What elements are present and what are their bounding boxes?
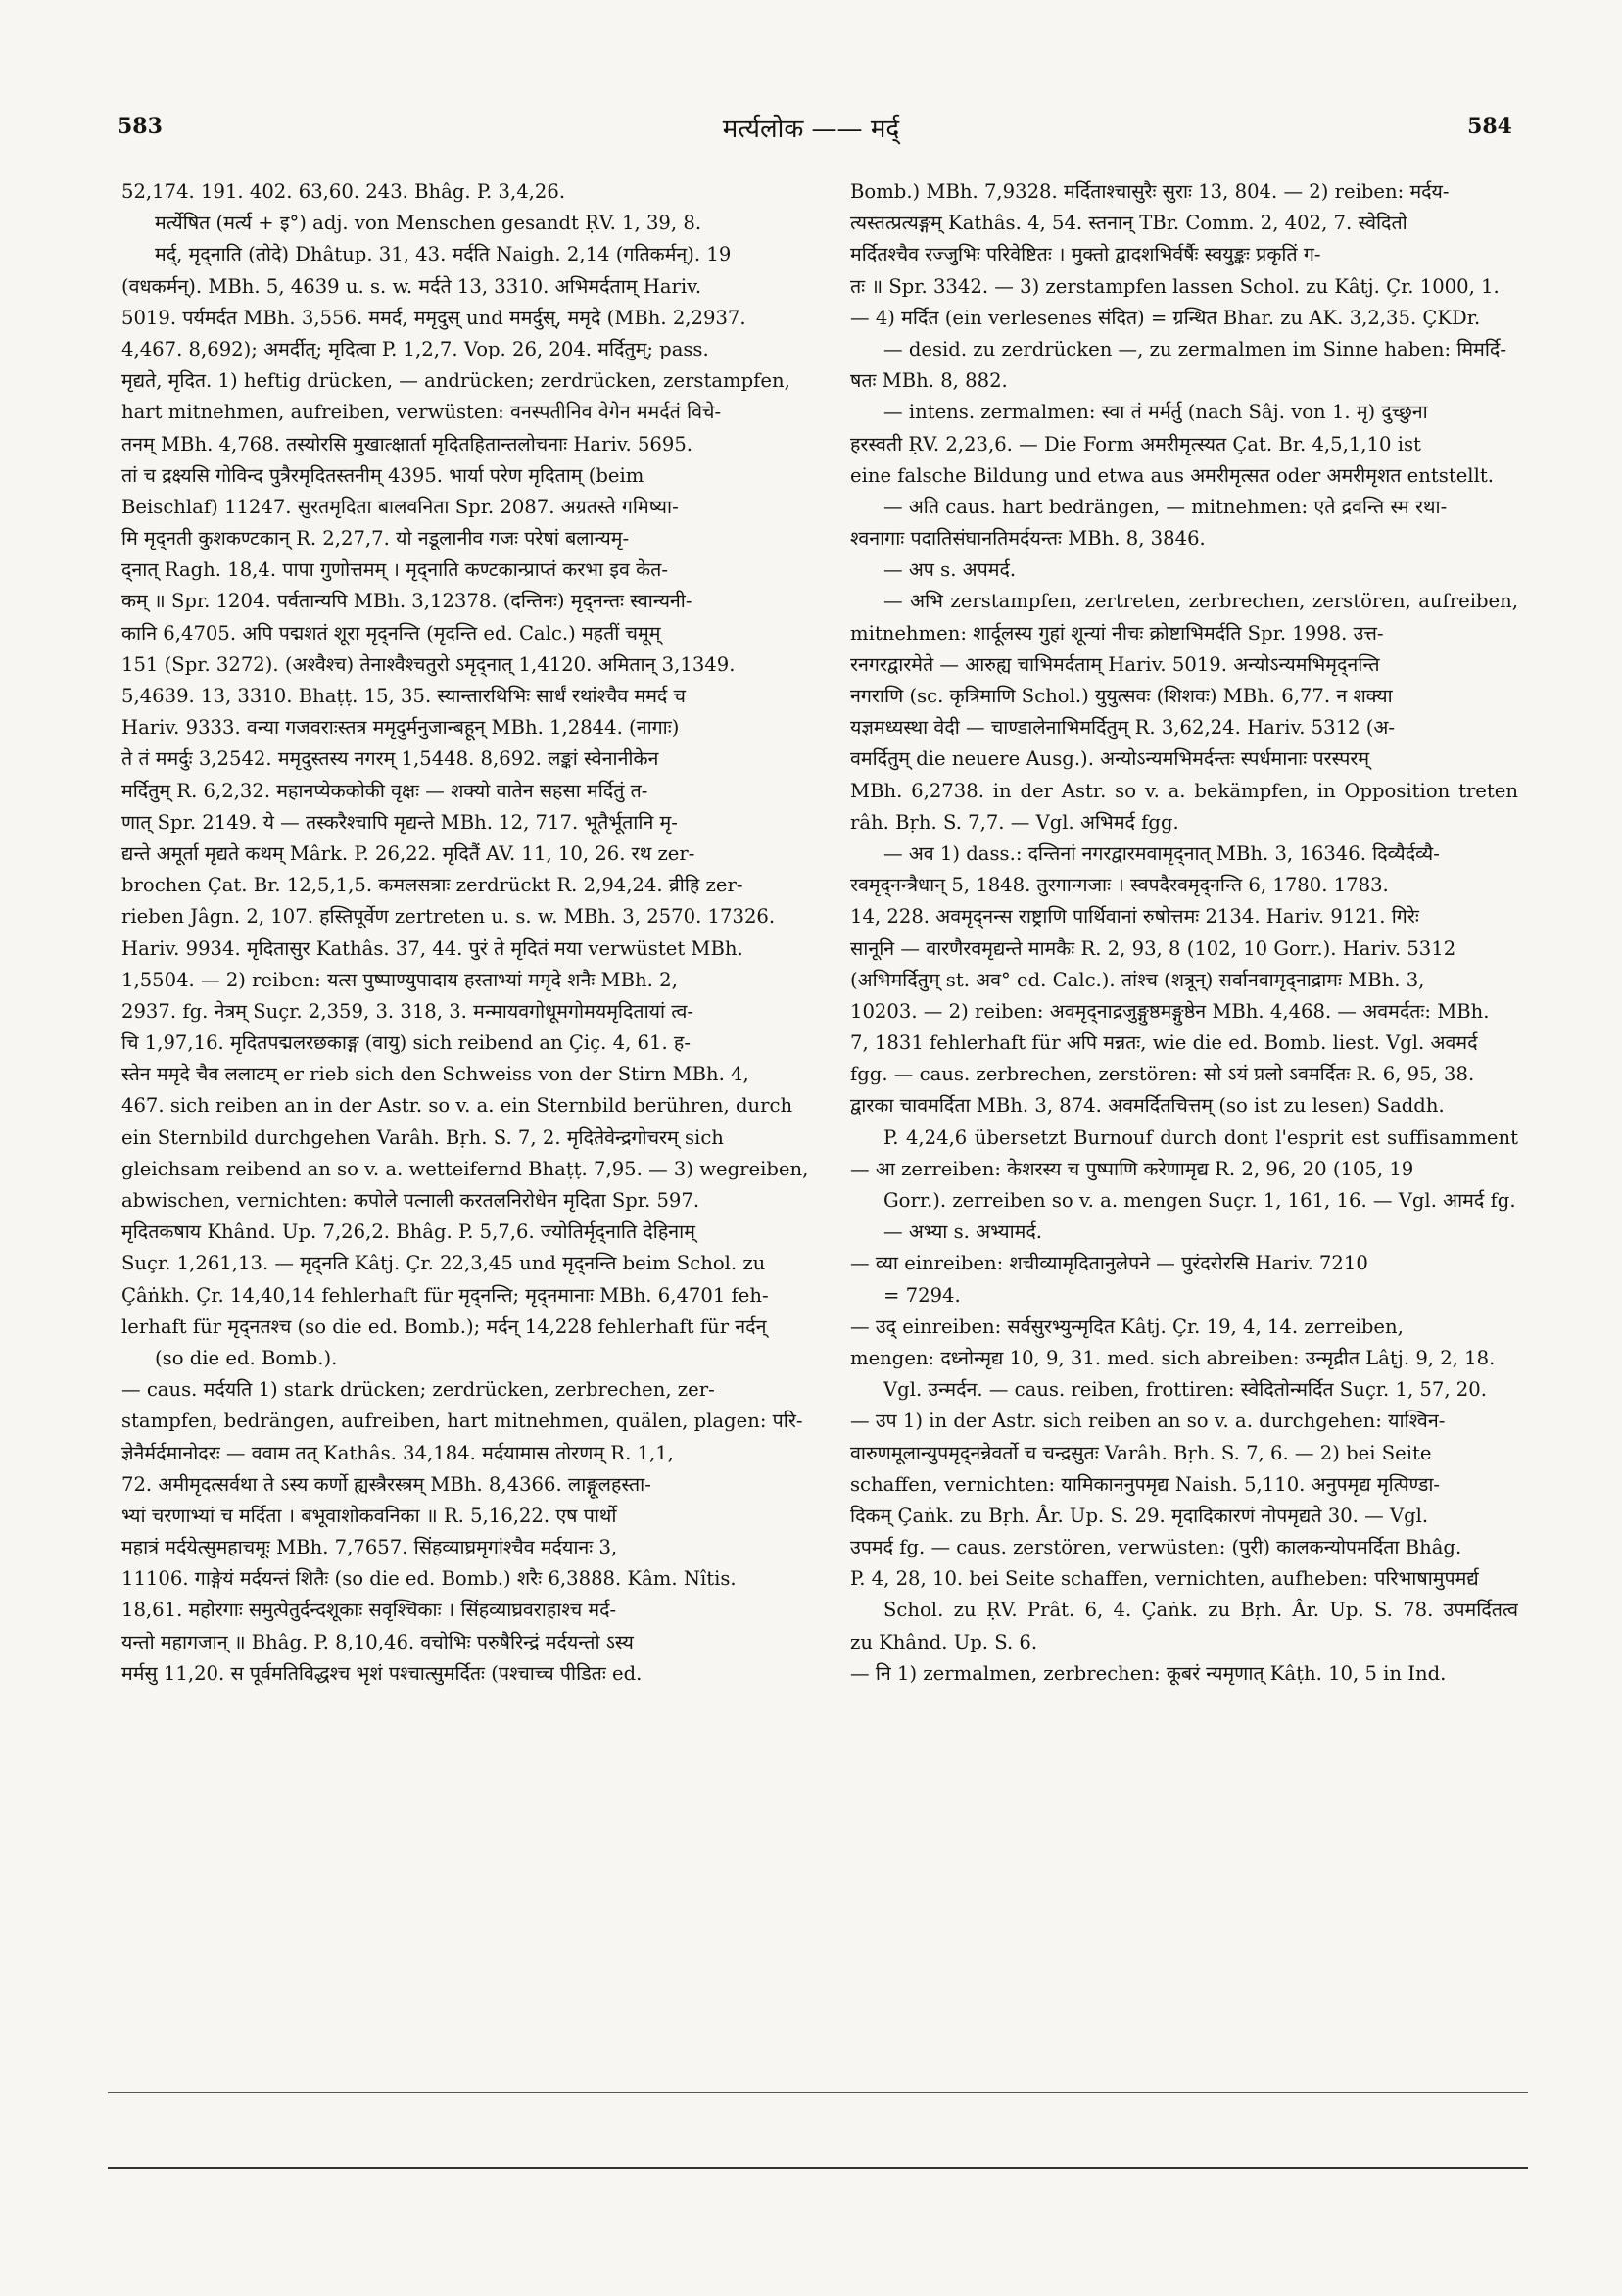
text-line: Bomb.) MBh. 7,9328. मर्दिताश्चासुरैः सुराः 13, 804. — 2) reiben: मर्दय- [850,180,1450,203]
text-line: 5,4639. 13, 3310. Bhaṭṭ. 15, 35. स्यान्तारथिभिः सार्धं रथांश्चैव ममर्द च [121,685,686,707]
page-header [0,110,1622,149]
text-line: वारुणमूलान्युपमृद्नन्नेवर्तो च चन्द्रसुतः Varâh. Bṛh. S. 7, 6. — 2) bei Seite [850,1441,1432,1464]
text-line: षतः MBh. 8, 882. [850,369,1008,393]
text-line: 4,467. 8,692); अमर्दीत्; मृदित्वा P. 1,2,7. Vop. 26, 204. मर्दितुम्; pass. [121,337,709,360]
page-number-right: 584 [1467,114,1512,139]
text-line: मि मृद्नती कुशकण्टकान् R. 2,27,7. यो नडूलानीव गजः परेषां बलान्यमृ- [121,527,630,550]
text-line: 1,5504. — 2) reiben: यत्स पुष्पाण्युपादाय हस्ताभ्यां ममृदे शनैः MBh. 2, [121,968,678,991]
text-line: मर्त्येषित (मर्त्य + इ°) adj. von Menschen gesandt ṚV. 1, 39, 8. [155,212,702,235]
text-line: — उप 1) in der Astr. sich reiben an so v. a. durchgehen: याश्विन- [850,1410,1446,1433]
text-line: fgg. — caus. zerbrechen, zerstören: सो ऽयं प्रलो ऽवमर्दितः R. 6, 95, 38. [850,1063,1475,1086]
text-line: Gorr.). zerreiben so v. a. mengen Suçr. 1, 161, 16. — Vgl. आमर्द fg. [883,1189,1516,1212]
running-head: मर्त्यलोक —— मर्द् [722,115,900,144]
text-line: rieben Jâgn. 2, 107. हस्तिपूर्वेण zertreten u. s. w. MBh. 3, 2570. 17326. [121,905,776,929]
text-line: — अभ्या s. अभ्यामर्द. [883,1220,1043,1244]
text-line: मर्दितुम् R. 6,2,32. महानप्येककोकी वृक्षः — शक्यो वातेन सहसा मर्दितुं त- [121,779,648,802]
text-line: त्यस्तत्प्रत्यङ्गम् Kathâs. 4, 54. स्तनान् TBr. Comm. 2, 402, 7. स्वेदितो [850,212,1407,235]
text-line: स्तेन ममृदे चैव ललाटम् er rieb sich den Schweiss von der Stirn MBh. 4, [121,1063,749,1086]
text-line: — उद् einreiben: सर्वसुरभ्युन्मृदित Kâtj. Çr. 19, 4, 14. zerreiben, [850,1315,1404,1338]
text-line: — intens. zermalmen: स्वा तं मर्मर्तु (nach Sâj. von 1. मृ) दुच्छुना [883,401,1428,424]
text-line: 5019. पर्यमर्दत MBh. 3,556. ममर्द, ममृदुस् und ममर्दुस्, ममृदे (MBh. 2,2937. [121,306,746,329]
text-line: — caus. मर्दयति 1) stark drücken; zerdrücken, zerbrechen, zer- [121,1378,715,1402]
text-line: तां च द्रक्ष्यसि गोविन्द पुत्रैरमृदितस्तनीम् 4395. भार्या परेण मृदिताम् (beim [121,463,644,487]
text-line: वमर्दितुम् die neuere Ausg.). अन्योऽन्यमभिमर्दन्तः स्पर्धमानाः परस्परम् [850,747,1370,771]
text-line: Suçr. 1,261,13. — मृद्नति Kâtj. Çr. 22,3,45 und मृद्नन्ति beim Schol. zu [121,1252,766,1275]
text-line: यन्तो महागजान् ॥ Bhâg. P. 8,10,46. वचोभिः परुषैरिन्द्रं मर्दयन्तो ऽस्य [121,1630,634,1653]
text-line: (अभिमर्दितुम् st. अव° ed. Calc.). तांश्च (शत्रून्) सर्वानवामृद्नाद्रामः MBh. 3, [850,968,1425,991]
text-line: सानूनि — वारणैरवमृद्यन्ते मामकैः R. 2, 93, 8 (102, 10 Gorr.). Hariv. 5312 [850,936,1456,960]
text-line: मर्मसु 11,20. स पूर्वमतिविद्धश्च भृशं पश्चात्सुमर्दितः (पश्चाच्च पीडितः ed. [121,1661,643,1685]
text-line: मर्द्, मृद्नाति (तोदे) Dhâtup. 31, 43. मर्दति Naigh. 2,14 (गतिकर्मन्). 19 [155,243,732,266]
text-line: lerhaft für मृद्नतश्च (so die ed. Bomb.); मर्दन् 14,228 fehlerhaft für नर्दन् [121,1315,767,1338]
left-column [121,176,835,1690]
text-line: schaffen, vernichten: यामिकाननुपमृद्य Naish. 5,110. अनुपमृद्य मृत्पिण्डा- [850,1472,1441,1496]
text-line: 7, 1831 fehlerhaft für अपि मन्नतः, wie die ed. Bomb. liest. Vgl. अवमर्द [850,1031,1478,1055]
text-line: zu Khând. Up. S. 6. [850,1630,1038,1653]
text-line: श्वनागाः पदातिसंघानतिमर्दयन्तः MBh. 8, 3846. [850,527,1206,550]
text-line: कानि 6,4705. अपि पद्मशतं शूरा मृद्नन्ति (मृदन्ति ed. Calc.) महतीं चमूम् [121,621,661,645]
text-line: — desid. zu zerdrücken —, zu zermalmen im Sinne haben: मिमर्दि- [883,337,1506,360]
text-line: P. 4, 28, 10. bei Seite schaffen, vernichten, aufheben: परिभाषामुपमर्द्य [850,1567,1479,1591]
text-line: MBh. 6,2738. in der Astr. so v. a. bekämpfen, in Opposition treten [850,779,1518,802]
text-line: मृदितकषाय Khând. Up. 7,26,2. Bhâg. P. 5,7,6. ज्योतिर्मृद्नाति देहिनाम् [121,1220,695,1244]
text-line: 11106. गाङ्गेयं मर्दयन्तं शितैः (so die ed. Bomb.) शरैः 6,3888. Kâm. Nîtis. [121,1567,737,1591]
text-line: तः ॥ Spr. 3342. — 3) zerstampfen lassen Schol. zu Kâtj. Çr. 1000, 1. [850,274,1500,298]
text-line: भ्यां चरणाभ्यां च मर्दिता । बभूवाशोकवनिका ॥ R. 5,16,22. एष पार्थो [121,1504,617,1527]
text-line: ते तं ममर्दुः 3,2542. ममृदुस्तस्य नगरम् 1,5448. 8,692. लङ्कां स्वेनानीकेन [121,747,659,771]
text-line: — नि 1) zermalmen, zerbrechen: कूबरं न्यमृणात् Kâṭh. 10, 5 in Ind. [850,1661,1447,1685]
text-line: 52,174. 191. 402. 63,60. 243. Bhâg. P. 3,4,26. [121,180,566,203]
text-line: दिकम् Çaṅk. zu Bṛh. Âr. Up. S. 29. मृदादिकारणं नोपमृद्यते 30. — Vgl. [850,1504,1429,1527]
text-line: मृद्यते, मृदित. 1) heftig drücken, — andrücken; zerdrücken, zerstampfen, [121,369,790,393]
text-line: द्वारका चावमर्दिता MBh. 3, 874. अवमर्दितचित्तम् (so ist zu lesen) Saddh. [850,1094,1445,1118]
text-line: मर्दितश्चैव रज्जुभिः परिवेष्टितः । मुक्तो द्वादशभिर्वर्षैः स्वयुङ्कः प्रकृतिं ग- [850,243,1321,266]
text-line: 10203. — 2) reiben: अवमृद्नाद्रजुङ्गुष्ठमङ्गुष्ठेन MBh. 4,468. — अवमर्दतः: MBh. [850,999,1490,1023]
text-line: ज्ञेनैर्मर्दमानोदरः — ववाम तत् Kathâs. 34,184. मर्दयामास तोरणम् R. 1,1, [121,1441,674,1464]
text-line: यज्ञमध्यस्था वेदी — चाण्डालेनाभिमर्दितुम् R. 3,62,24. Hariv. 5312 (अ- [850,716,1396,740]
text-line: 467. sich reiben an in der Astr. so v. a. ein Sternbild berühren, durch [121,1094,793,1118]
text-line: — 4) मर्दित (ein verlesenes संदित) = ग्रन्थित Bhar. zu AK. 3,2,35. ÇKDr. [850,306,1481,329]
text-line: — आ zerreiben: केशरस्य च पुष्पाणि करेणामृद्य R. 2, 96, 20 (105, 19 [850,1157,1414,1180]
text-line: abwischen, vernichten: कपोले पत्नाली करतलनिरोधेन मृदिता Spr. 597. [121,1189,700,1212]
text-line: 14, 228. अवमृद्नन्स राष्ट्राणि पार्थिवानां रुषोत्तमः 2134. Hariv. 9121. गिरेः [850,905,1419,929]
text-line: Hariv. 9934. मृदितासुर Kathâs. 37, 44. पुरं ते मृदितं मया verwüstet MBh. [121,936,743,960]
text-line: हरस्वती ṚV. 2,23,6. — Die Form अमरीमृत्स्यत Çat. Br. 4,5,1,10 ist [850,432,1421,455]
text-line: तनम् MBh. 4,768. तस्योरसि मुखात्क्षार्ता मृदितहितान्तलोचनाः Hariv. 5695. [121,432,693,455]
text-line: द्यन्ते अमूर्ता मृद्यते कथम् Mârk. P. 26,22. मृदितैं AV. 11, 10, 26. रथ zer- [121,841,695,865]
text-line: Hariv. 9333. वन्या गजवराःस्तत्र ममृदुर्मनुजान्बहून् MBh. 1,2844. (नागाः) [121,716,680,740]
text-line: (वधकर्मन्). MBh. 5, 4639 u. s. w. मर्दते 13, 3310. अभिमर्दताम् Hariv. [121,274,702,298]
text-line: Schol. zu ṚV. Prât. 6, 4. Çaṅk. zu Bṛh. Âr. Up. S. 78. उपमर्दितत्व [883,1599,1518,1622]
text-line: ein Sternbild durchgehen Varâh. Bṛh. S. 7, 2. मृदितेवेन्द्रगोचरम् sich [121,1125,724,1149]
text-line: (so die ed. Bomb.). [155,1346,338,1369]
text-line: eine falsche Bildung und etwa aus अमरीमृत्सत oder अमरीमृशत entstellt. [850,463,1494,487]
text-line: râh. Bṛh. S. 7,7. — Vgl. अभिमर्द fgg. [850,810,1179,834]
text-line: महात्रं मर्दयेत्सुमहाचमूः MBh. 7,7657. सिंहव्याघ्रमृगांश्चैव मर्दयानः 3, [121,1536,618,1559]
text-line: — अव 1) dass.: दन्तिनां नगरद्वारमवामृद्नात् MBh. 3, 16346. दिव्यैर्दव्यै- [883,841,1440,865]
text-line: brochen Çat. Br. 12,5,1,5. कमलसत्राः zerdrückt R. 2,94,24. व्रीहि zer- [121,874,743,897]
text-line: उपमर्द fg. — caus. zerstören, verwüsten: (पुरी) कालकन्योपमर्दिता Bhâg. [850,1536,1462,1559]
text-line: 72. अमीमृदत्सर्वथा ते ऽस्य कर्णो ह्यस्त्रैरस्त्रम् MBh. 8,4366. लाङ्गूलहस्ता- [121,1472,651,1496]
text-line: mengen: दध्नोन्मृद्य 10, 9, 31. med. sich abreiben: उन्मृद्रीत Lâṭj. 9, 2, 18. [850,1346,1496,1369]
text-line: — व्या einreiben: शचीव्यामृदितानुलेपने — पुरंदरोरसि Hariv. 7210 [850,1252,1368,1275]
text-line: चि 1,97,16. मृदितपद्मलरछकाङ्ग (वायु) sich reibend an Çiç. 4, 61. ह- [121,1031,691,1055]
text-line: Çâṅkh. Çr. 14,40,14 fehlerhaft für मृद्नन्ति; मृद्नमानाः MBh. 6,4701 feh- [121,1283,769,1307]
text-line: 18,61. महोरगाः समुत्पेतुर्दन्दशूकाः सवृश्चिकाः । सिंहव्याघ्रवराहाश्च मर्द- [121,1599,617,1622]
text-line: Vgl. उन्मर्दन. — caus. reiben, frottiren: स्वेदितोन्मर्दित Suçr. 1, 57, 20. [883,1378,1487,1402]
text-line: रनगरद्वारमेते — आरुह्य चाभिमर्दताम् Hariv. 5019. अन्योऽन्यमभिमृद्नन्ति [850,652,1380,676]
text-line: = 7294. [883,1283,961,1307]
footer-rule [108,2092,1528,2093]
footer-rule-bold [108,2167,1528,2169]
text-line: 151 (Spr. 3272). (अश्वैश्च) तेनाश्वैश्चतुरो ऽमृद्नात् 1,4120. अमितान् 3,1349. [121,652,736,676]
text-line: कम् ॥ Spr. 1204. पर्वतान्यपि MBh. 3,12378. (दन्तिनः) मृद्नन्तः स्वान्यनी- [121,590,692,613]
text-line: hart mitnehmen, aufreiben, verwüsten: वनस्पतीनिव वेगेन ममर्दतं विचे- [121,401,722,424]
text-line: P. 4,24,6 übersetzt Burnouf durch dont l'esprit est suffisamment [883,1125,1518,1149]
text-line: mitnehmen: शार्दूलस्य गुहां शून्यां नीचः क्रोष्टाभिमर्दति Spr. 1998. उत्त- [850,621,1384,645]
text-line: gleichsam reibend an so v. a. wetteifernd Bhaṭṭ. 7,95. — 3) wegreiben, [121,1157,809,1180]
text-line: Beischlaf) 11247. सुरतमृदिता बालवनिता Spr. 2087. अग्रतस्ते गमिष्या- [121,495,679,518]
text-line: — अप s. अपमर्द. [883,558,1017,582]
text-line: नगराणि (sc. कृत्रिमाणि Schol.) युयुत्सवः (शिशवः) MBh. 6,77. न शक्या [850,685,1393,707]
text-line: रवमृद्नन्त्रैधान् 5, 1848. तुरगान्गजाः । स्वपदैरवमृद्नन्ति 6, 1780. 1783. [850,874,1389,897]
text-line: stampfen, bedrängen, aufreiben, hart mitnehmen, quälen, plagen: परि- [121,1410,803,1433]
text-line: 2937. fg. नेत्रम् Suçr. 2,359, 3. 318, 3. मन्मायवगोधूमगोमयमृदितायां त्व- [121,999,694,1023]
text-line: णात् Spr. 2149. ये — तस्करैश्चापि मृद्यन्ते MBh. 12, 717. भूतैर्भूतानि मृ- [121,810,678,834]
text-line: — अभि zerstampfen, zertreten, zerbrechen, zerstören, aufreiben, [883,590,1518,613]
right-column [850,176,1518,1690]
text-line: द्नात् Ragh. 18,4. पापा गुणोत्तमम् । मृद्नाति कण्टकान्प्राप्तं करभा इव केत- [121,558,668,582]
text-line: — अति caus. hart bedrängen, — mitnehmen: एते द्रवन्ति स्म रथा- [883,495,1448,518]
page-number-left: 583 [118,114,163,139]
